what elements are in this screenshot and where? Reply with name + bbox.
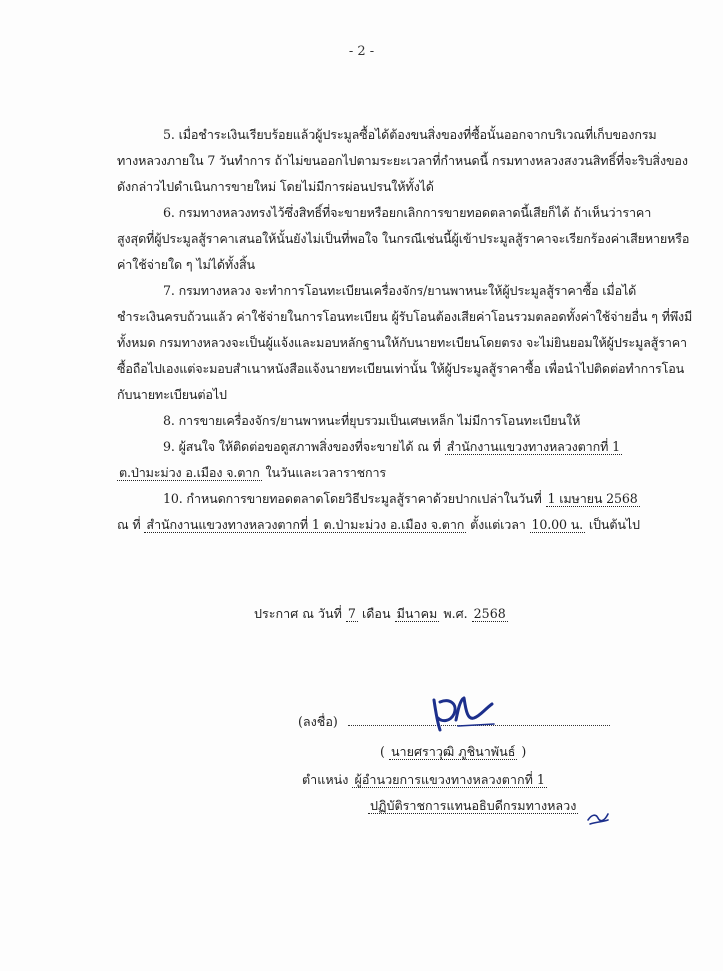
paragraph-10 [117, 486, 687, 538]
paragraph-line [117, 460, 687, 486]
viewing-place: สำนักงานแขวงทางหลวงตากที่ 1 [446, 439, 620, 454]
announcement-date [254, 604, 508, 624]
signer-position [302, 770, 547, 790]
viewing-place-district: ต.ป่ามะม่วง อ.เมือง จ.ตาก [119, 465, 260, 480]
paragraph-8 [117, 408, 687, 434]
para9-lead: 9. ผู้สนใจ ให้ติดต่อขอดูสภาพสิ่งของที่จะขายได้ ณ ที่ [163, 439, 441, 454]
para10-at: ณ ที่ [117, 517, 141, 532]
handwritten-signature [428, 690, 498, 736]
paragraph-line: ค่าใช้จ่ายใด ๆ ไม่ได้ทั้งสิ้น [117, 257, 256, 272]
document-body [117, 122, 693, 538]
position-label: ตำแหน่ง [302, 772, 349, 787]
paragraph-line [117, 434, 687, 460]
para10-lead: 10. กำหนดการขายทอดตลาดโดยวิธีประมูลสู้ราคาด้วยปากเปล่าในวันที่ [163, 491, 542, 506]
signer-position-2 [368, 796, 578, 816]
open-paren: ( [380, 744, 385, 759]
announce-day: 7 [347, 606, 356, 621]
auction-place: สำนักงานแขวงทางหลวงตากที่ 1 ต.ป่ามะม่วง อ.เมือง จ.ตาก [146, 517, 465, 532]
paragraph-7 [117, 278, 693, 408]
signer-name [380, 742, 526, 762]
paragraph-6 [117, 200, 690, 278]
para10-from: ตั้งแต่เวลา [470, 517, 526, 532]
announce-month: มีนาคม [396, 606, 438, 621]
announce-year: 2568 [473, 606, 506, 621]
paragraph-line: ทั้งหมด กรมทางหลวงจะเป็นผู้แจ้งและมอบหลักฐานให้กับนายทะเบียนโดยตรง จะไม่ยินยอมให้ผู้ประมูลสู้ราคา [117, 335, 687, 350]
paragraph-line [117, 486, 687, 512]
para9-tail: ในวันและเวลาราชการ [265, 465, 387, 480]
paragraph-line: สูงสุดที่ผู้ประมูลสู้ราคาเสนอให้นั้นยังไม่เป็นที่พอใจ ในกรณีเช่นนี้ผู้เข้าประมูลสู้ราคาจะเรียกร้องค่าเสียหายหรือ [117, 231, 690, 246]
para10-tail: เป็นต้นไป [588, 517, 640, 532]
announce-lead: ประกาศ ณ วันที่ [254, 606, 342, 621]
paragraph-5 [117, 122, 687, 200]
paragraph-line: ดังกล่าวไปดำเนินการขายใหม่ โดยไม่มีการผ่อนปรนให้ทั้งได้ [117, 179, 434, 194]
paragraph-line: ทางหลวงภายใน 7 วันทำการ ถ้าไม่ขนออกไปตามระยะเวลาที่กำหนดนี้ กรมทางหลวงสงวนสิทธิ์ที่จะริบสิ่งของ [117, 153, 688, 168]
initial-mark [586, 810, 610, 826]
paragraph-line: กับนายทะเบียนต่อไป [117, 387, 227, 402]
position-line-1: ผู้อำนวยการแขวงทางหลวงตากที่ 1 [354, 772, 545, 787]
sign-label: (ลงชื่อ) [298, 714, 338, 729]
paragraph-line: 5. เมื่อชำระเงินเรียบร้อยแล้วผู้ประมูลซื้อได้ต้องขนสิ่งของที่ซื้อนั้นออกจากบริเวณที่เก็บของกรม [163, 127, 657, 142]
paragraph-line: 6. กรมทางหลวงทรงไว้ซึ่งสิทธิ์ที่จะขายหรือยกเลิกการขายทอดตลาดนี้เสียก็ได้ ถ้าเห็นว่าราคา [163, 205, 652, 220]
position-line-2: ปฏิบัติราชการแทนอธิบดีกรมทางหลวง [370, 798, 577, 813]
paragraph-line: ซื้อถือไปเองแต่จะมอบสำเนาหนังสือแจ้งนายทะเบียนเท่านั้น ให้ผู้ประมูลสู้ราคาซื้อ เพื่อนำไปติดต่อทำการโอน [117, 361, 685, 376]
paragraph-line: 7. กรมทางหลวง จะทำการโอนทะเบียนเครื่องจักร/ยานพาหนะให้ผู้ประมูลสู้ราคาซื้อ เมื่อได้ [163, 283, 637, 298]
auction-time: 10.00 น. [531, 517, 584, 532]
announce-year-label: พ.ศ. [443, 606, 468, 621]
announce-month-label: เดือน [361, 606, 391, 621]
auction-date: 1 เมษายน 2568 [547, 491, 638, 506]
page-number: - 2 - [348, 44, 375, 59]
signer-name-text: นายศราวุฒิ ภูชินาพันธ์ [390, 744, 516, 759]
paragraph-line: 8. การขายเครื่องจักร/ยานพาหนะที่ยุบรวมเป็นเศษเหล็ก ไม่มีการโอนทะเบียนให้ [163, 413, 581, 428]
paragraph-9 [117, 434, 687, 486]
paragraph-line [117, 512, 687, 538]
paragraph-line: ชำระเงินครบถ้วนแล้ว ค่าใช้จ่ายในการโอนทะเบียน ผู้รับโอนต้องเสียค่าโอนรวมตลอดทั้งค่าใช้จ่ายอื่น ๆ ที่พึงมี [117, 309, 693, 324]
close-paren: ) [521, 744, 527, 759]
